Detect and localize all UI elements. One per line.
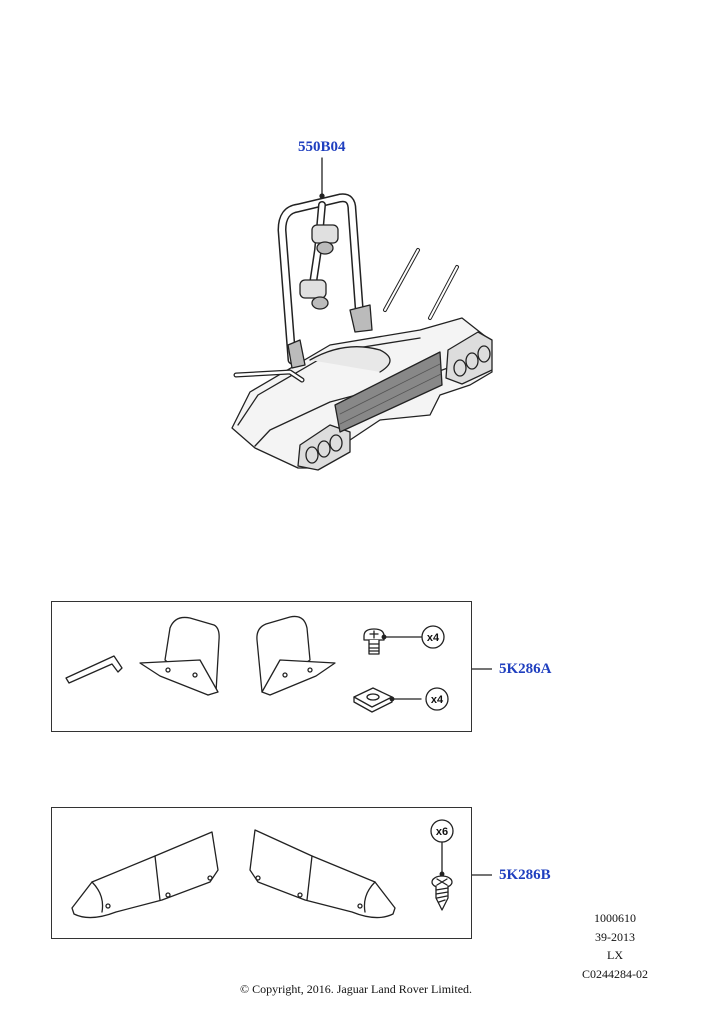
part-label-5k286a[interactable]: 5K286A [499,661,552,677]
diagram-reference-block [582,909,648,983]
reference-number: 1000610 [594,911,636,925]
reference-date: 39-2013 [595,929,635,944]
qty-text-screw: x6 [435,826,449,838]
qty-text-bolt: x4 [426,632,440,644]
illustration-code: C0244284-02 [582,966,648,981]
copyright-notice: © Copyright, 2016. Jaguar Land Rover Limited. [239,982,473,996]
model-code: LX [607,948,623,962]
qty-text-nut: x4 [430,694,444,706]
part-label-5k286b[interactable]: 5K286B [499,867,551,883]
part-label-550b04[interactable]: 550B04 [298,139,346,155]
